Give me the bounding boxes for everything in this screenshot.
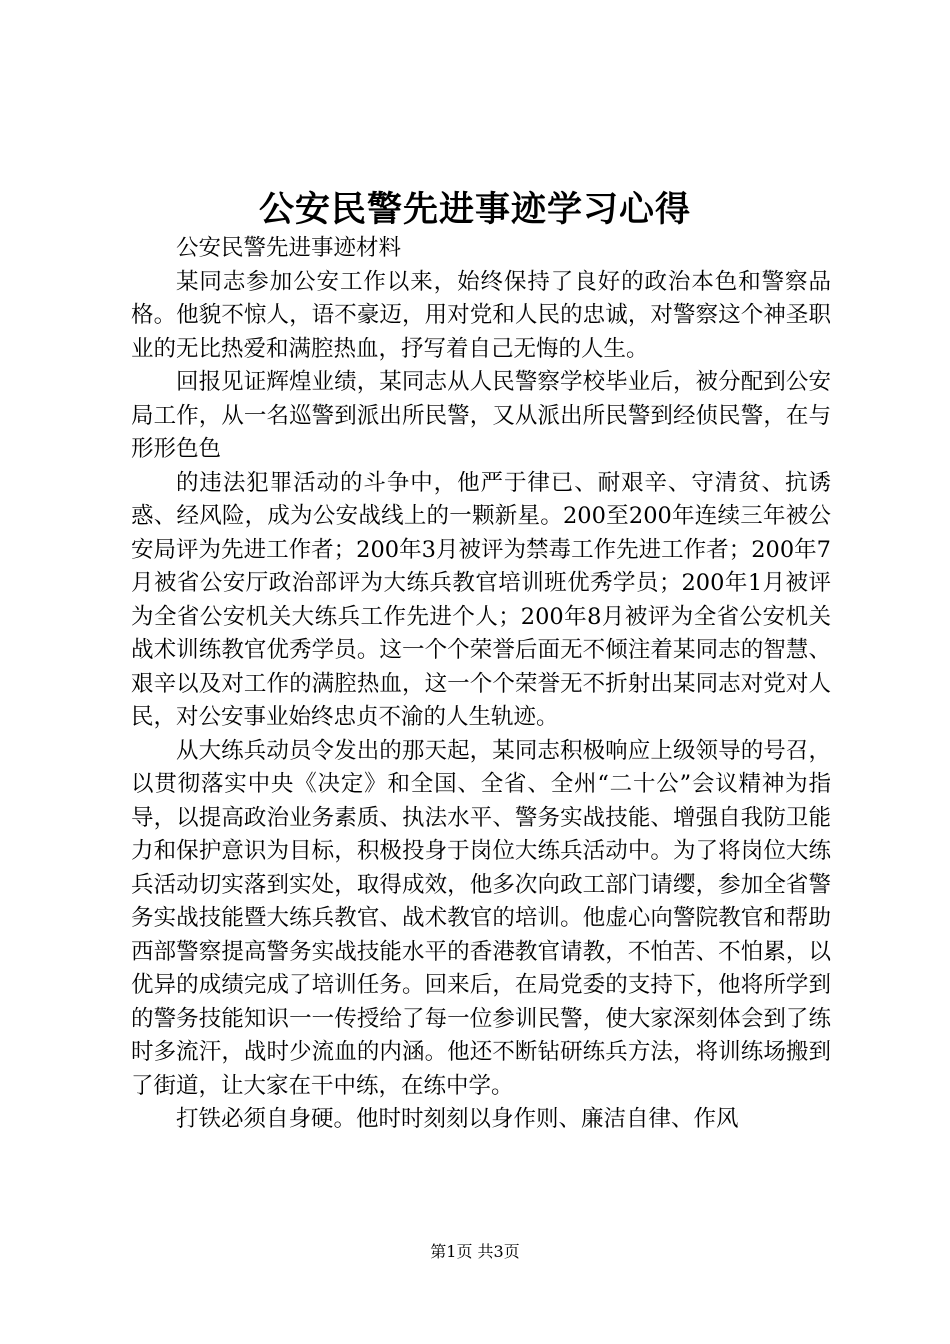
document-body bbox=[131, 232, 831, 1137]
page-number: 第1页 共3页 bbox=[430, 1242, 520, 1261]
paragraph: 回报见证辉煌业绩，某同志从人民警察学校毕业后，被分配到公安局工作，从一名巡警到派出所民警，又从派出所民警到经侦民警，在与形形色色 bbox=[131, 369, 831, 462]
paragraph: 打铁必须自身硬。他时时刻刻以身作则、廉洁自律、作风 bbox=[176, 1106, 739, 1132]
paragraph-subtitle: 公安民警先进事迹材料 bbox=[176, 235, 402, 261]
paragraph: 的违法犯罪活动的斗争中，他严于律已、耐艰辛、守清贫、抗诱惑、经风险，成为公安战线上的一颗新星。200至200年连续三年被公安局评为先进工作者；200年3月被评为禁毒工作先进工作者；200年7月被省公安厅政治部评为大练兵教官培训班优秀学员；200年1月被评为全省公安机关大练兵工作先进个人；200年8月被评为全省公安机关战术训练教官优秀学员。这一个个荣誉后面无不倾注着某同志的智慧、艰辛以及对工作的满腔热血，这一个个荣誉无不折射出某同志对党对人民，对公安事业始终忠贞不渝的人生轨迹。 bbox=[131, 469, 831, 730]
paragraph: 某同志参加公安工作以来，始终保持了良好的政治本色和警察品格。他貌不惊人，语不豪迈，用对党和人民的忠诚，对警察这个神圣职业的无比热爱和满腔热血，抒写着自己无悔的人生。 bbox=[131, 268, 831, 362]
paragraph: 从大练兵动员令发出的那天起，某同志积极响应上级领导的号召，以贯彻落实中央《决定》和全国、全省、全州“二十公”会议精神为指导，以提高政治业务素质、执法水平、警务实战技能、增强自我防卫能力和保护意识为目标，积极投身于岗位大练兵活动中。为了将岗位大练兵活动切实落到实处，取得成效，他多次向政工部门请缨，参加全省警务实战技能暨大练兵教官、战术教官的培训。他虚心向警院教官和帮助西部警察提高警务实战技能水平的香港教官请教，不怕苦、不怕累，以优异的成绩完成了培训任务。回来后，在局党委的支持下，他将所学到的警务技能知识一一传授给了每一位参训民警，使大家深刻体会到了练时多流汗，战时少流血的内涵。他还不断钻研练兵方法，将训练场搬到了街道，让大家在干中练，在练中学。 bbox=[131, 737, 831, 1099]
document-title: 公安民警先进事迹学习心得 bbox=[258, 189, 691, 230]
page-footer bbox=[0, 1240, 950, 1264]
